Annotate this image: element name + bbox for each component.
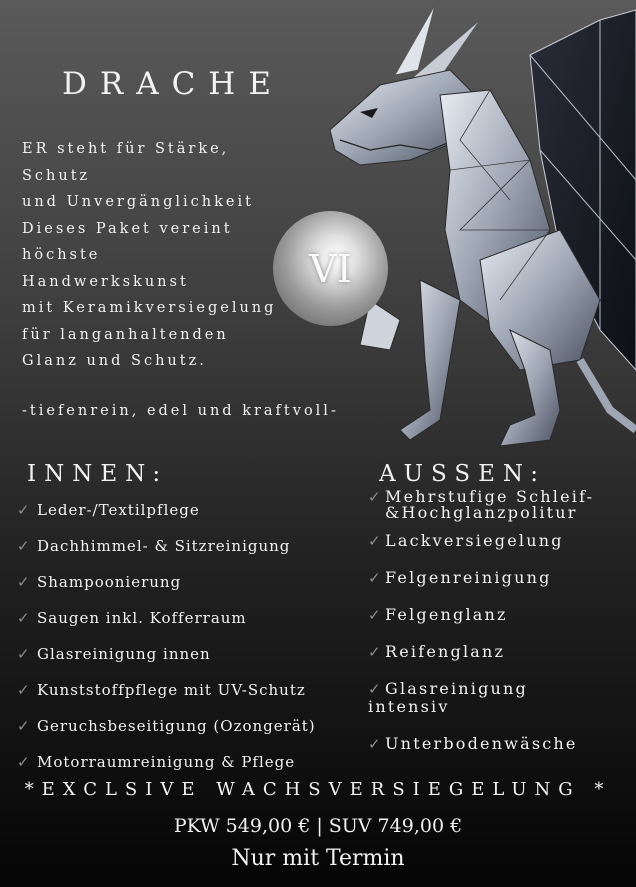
aussen-list [368, 487, 594, 756]
intro-line: für langanhaltenden [22, 326, 229, 343]
checkmark-icon: ✓ [368, 606, 383, 624]
list-item [17, 679, 316, 715]
list-item [368, 679, 594, 697]
package-badge: VI [273, 211, 388, 326]
intro-line: und Unvergänglichkeit [22, 194, 254, 210]
checkmark-icon: ✓ [17, 681, 31, 699]
list-item [368, 642, 594, 679]
intro-line: ER steht für Stärke, [22, 141, 230, 157]
innen-title: INNEN: [27, 461, 169, 487]
list-item [17, 643, 316, 679]
appointment-note: Nur mit Termin [231, 846, 405, 871]
intro-line: Handwerkskunst [22, 273, 189, 290]
list-item [368, 568, 594, 605]
list-item [17, 715, 316, 751]
checkmark-icon: ✓ [17, 753, 31, 771]
checkmark-icon: ✓ [368, 680, 383, 698]
item-label: Reifenglanz [385, 642, 506, 661]
price-line: PKW 549,00 € | SUV 749,00 € [173, 815, 463, 837]
item-label: Mehrstufige Schleif- [385, 487, 595, 506]
checkmark-icon: ✓ [17, 645, 31, 663]
intro-tagline: -tiefenrein, edel und kraftvoll- [22, 402, 339, 419]
list-item [368, 531, 594, 568]
checkmark-icon: ✓ [17, 537, 31, 555]
intro-line: Dieses Paket vereint [22, 220, 233, 237]
checkmark-icon: ✓ [17, 717, 31, 735]
list-item [368, 734, 594, 756]
intro-line: höchste [22, 247, 101, 263]
item-label: Leder-/Textilpflege [37, 501, 200, 519]
intro-line: Schutz [22, 167, 91, 184]
list-item [17, 571, 316, 607]
poster-title: DRACHE [62, 66, 284, 102]
item-label: Kunststoffpflege mit UV-Schutz [37, 681, 306, 699]
list-item [17, 535, 316, 571]
checkmark-icon: ✓ [17, 501, 31, 519]
list-item [368, 605, 594, 642]
item-label: Felgenreinigung [385, 568, 552, 587]
intro-spacer [22, 375, 382, 398]
item-label: Geruchsbeseitigung (Ozongerät) [37, 717, 316, 735]
list-item-continued: intensiv [368, 697, 450, 716]
checkmark-icon: ✓ [368, 735, 383, 753]
item-label: Motorraumreinigung & Pflege [37, 753, 296, 771]
exclusive-banner: *EXCLSIVE WACHSVERSIEGELUNG * [24, 779, 612, 800]
intro-line: Glanz und Schutz. [22, 353, 207, 369]
list-item [17, 607, 316, 643]
checkmark-icon: ✓ [368, 569, 383, 587]
item-label: Felgenglanz [385, 605, 508, 624]
innen-list [17, 499, 316, 787]
checkmark-icon: ✓ [368, 532, 383, 550]
intro-line: mit Keramikversiegelung [22, 300, 277, 316]
list-item [368, 487, 595, 506]
item-label: Saugen inkl. Kofferraum [37, 609, 247, 627]
item-label: Lackversiegelung [385, 531, 564, 550]
item-label: Glasreinigung [385, 679, 528, 698]
item-label: Unterbodenwäsche [385, 734, 578, 753]
item-label: Shampoonierung [37, 573, 182, 591]
list-item-continued: &Hochglanzpolitur [385, 503, 578, 522]
checkmark-icon: ✓ [17, 573, 31, 591]
checkmark-icon: ✓ [368, 643, 383, 661]
list-item [17, 499, 316, 535]
item-label: Dachhimmel- & Sitzreinigung [37, 537, 291, 555]
checkmark-icon: ✓ [368, 488, 383, 506]
checkmark-icon: ✓ [17, 609, 31, 627]
item-label: Glasreinigung innen [37, 645, 211, 663]
aussen-title: AUSSEN: [379, 461, 546, 487]
